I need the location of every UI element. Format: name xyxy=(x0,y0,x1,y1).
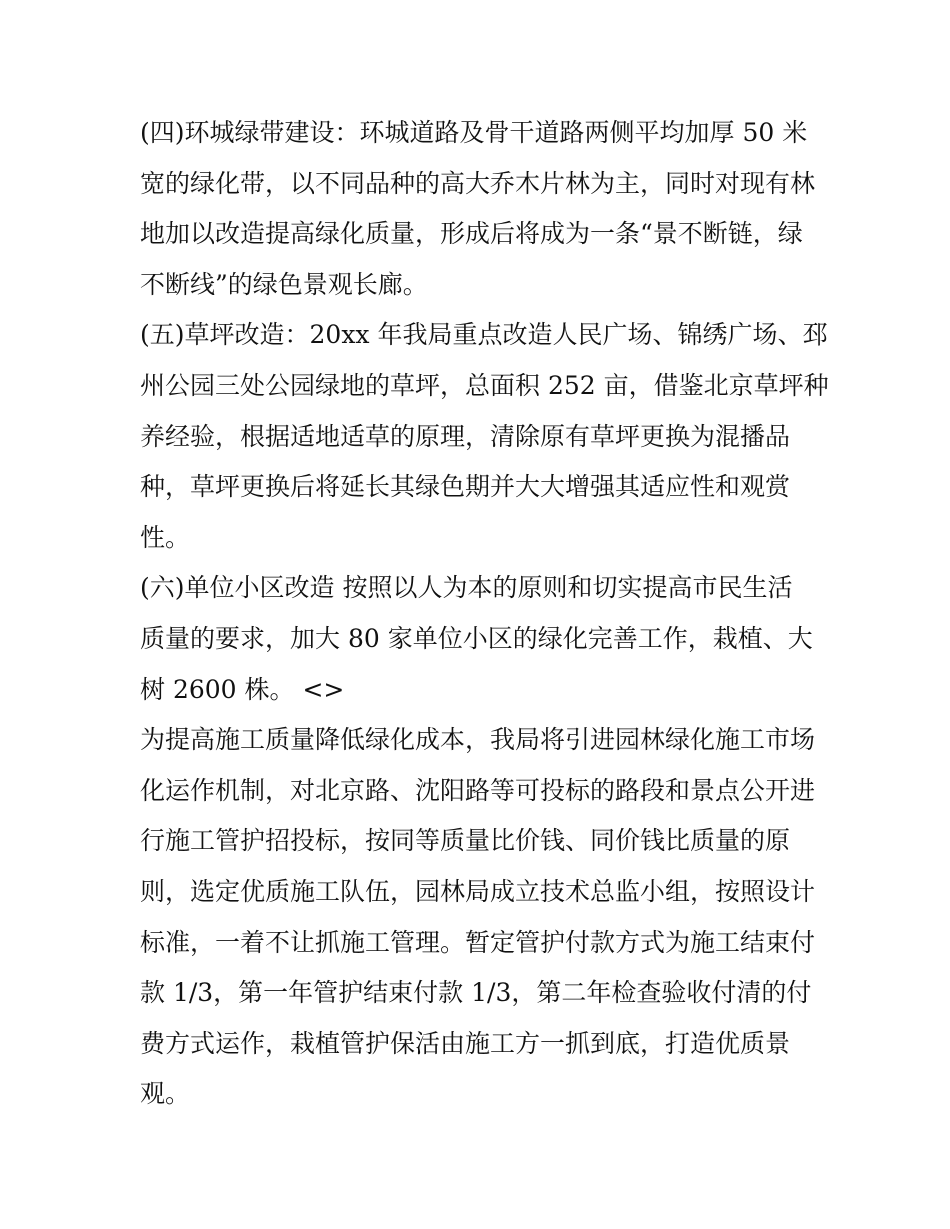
paragraph-section-5 xyxy=(140,310,829,563)
text-line: (五)草坪改造：20xx 年我局重点改造人民广场、锦绣广场、邳 xyxy=(140,320,828,350)
text-line: 行施工管护招投标，按同等质量比价钱、同价钱比质量的原 xyxy=(140,826,791,856)
text-line: 宽的绿化带，以不同品种的高大乔木片林为主，同时对现有林 xyxy=(140,168,816,198)
text-line: 养经验，根据适地适草的原理，清除原有草坪更换为混播品 xyxy=(140,421,791,451)
text-line: 不断线”的绿色景观长廊。 xyxy=(140,269,428,299)
paragraph-section-6 xyxy=(140,563,820,715)
text-line: (四)环城绿带建设：环城道路及骨干道路两侧平均加厚 50 米 xyxy=(140,118,808,147)
paragraph-section-4 xyxy=(140,108,820,310)
text-line: 标准，一着不让抓施工管理。暂定管护付款方式为施工结束付 xyxy=(140,927,816,957)
text-line: 树 2600 株。 <> xyxy=(140,674,345,704)
text-line: 化运作机制，对北京路、沈阳路等可投标的路段和景点公开进 xyxy=(140,775,816,805)
text-line: 为提高施工质量降低绿化成本，我局将引进园林绿化施工市场 xyxy=(140,725,816,755)
text-line: 种，草坪更换后将延长其绿色期并大大增强其适应性和观赏 xyxy=(140,472,791,502)
text-line: 观。 xyxy=(140,1079,191,1109)
paragraph-construction xyxy=(140,715,820,1120)
text-line: 性。 xyxy=(140,522,191,552)
text-line: 款 1/3，第一年管护结束付款 1/3，第二年检查验收付清的付 xyxy=(140,978,812,1008)
text-line: (六)单位小区改造 按照以人为本的原则和切实提高市民生活 xyxy=(140,573,793,603)
text-line: 州公园三处公园绿地的草坪，总面积 252 亩，借鉴北京草坪种 xyxy=(140,370,829,400)
text-line: 地加以改造提高绿化质量，形成后将成为一条“景不断链，绿 xyxy=(140,219,803,249)
document-body xyxy=(140,108,829,1120)
text-line: 质量的要求，加大 80 家单位小区的绿化完善工作，栽植、大 xyxy=(140,623,813,653)
text-line: 费方式运作，栽植管护保活由施工方一抓到底，打造优质景 xyxy=(140,1028,791,1058)
text-line: 则，选定优质施工队伍，园林局成立技术总监小组，按照设计 xyxy=(140,876,816,906)
